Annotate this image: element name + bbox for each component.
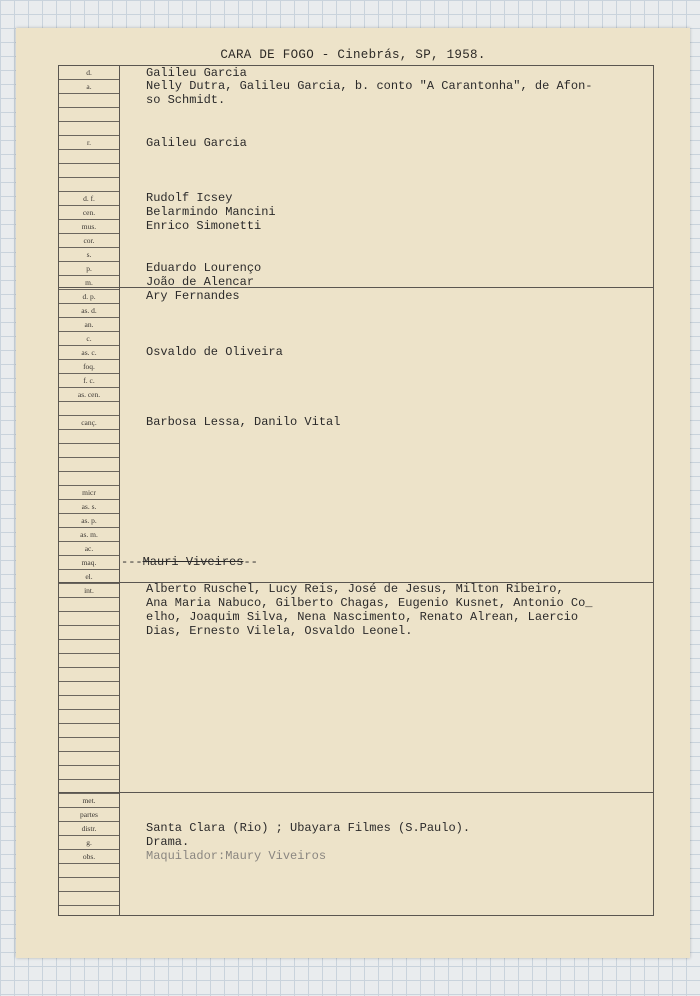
label-df: d. f. bbox=[59, 192, 119, 206]
entry-makeup bbox=[121, 556, 258, 570]
label-cen: cen. bbox=[59, 206, 119, 220]
label-blank bbox=[59, 710, 119, 724]
label-blank bbox=[59, 878, 119, 892]
label-an: an. bbox=[59, 318, 119, 332]
label-r: r. bbox=[59, 136, 119, 150]
label-blank bbox=[59, 682, 119, 696]
label-blank bbox=[59, 668, 119, 682]
label-ass: as. s. bbox=[59, 500, 119, 514]
label-blank bbox=[59, 598, 119, 612]
makeup-dash-suffix: -- bbox=[243, 555, 258, 569]
label-canc: canç. bbox=[59, 416, 119, 430]
label-g: g. bbox=[59, 836, 119, 850]
credits-grid bbox=[58, 65, 654, 916]
entry-cast-line2: Ana Maria Nabuco, Gilberto Chagas, Eugenio Kusnet, Antonio Co_ bbox=[146, 596, 593, 610]
label-blank bbox=[59, 780, 119, 794]
label-c: c. bbox=[59, 332, 119, 346]
label-blank bbox=[59, 178, 119, 192]
section-divider bbox=[59, 792, 653, 793]
label-blank bbox=[59, 150, 119, 164]
label-el: el. bbox=[59, 570, 119, 584]
label-blank bbox=[59, 892, 119, 906]
label-distr: distr. bbox=[59, 822, 119, 836]
entry-set-design: Belarmindo Mancini bbox=[146, 205, 276, 219]
label-blank bbox=[59, 402, 119, 416]
label-a: a. bbox=[59, 80, 119, 94]
label-partes: partes bbox=[59, 808, 119, 822]
label-blank bbox=[59, 430, 119, 444]
entry-screenplay-line2: so Schmidt. bbox=[146, 93, 226, 107]
label-blank bbox=[59, 164, 119, 178]
label-blank bbox=[59, 766, 119, 780]
label-met: met. bbox=[59, 794, 119, 808]
entry-editing: João de Alencar bbox=[146, 275, 255, 289]
label-d: d. bbox=[59, 66, 119, 80]
label-blank bbox=[59, 640, 119, 654]
entry-camera-assistant: Osvaldo de Oliveira bbox=[146, 345, 283, 359]
entry-cast-line4: Dias, Ernesto Vilela, Osvaldo Leonel. bbox=[146, 624, 413, 638]
label-int: int. bbox=[59, 584, 119, 598]
label-blank bbox=[59, 626, 119, 640]
entry-director: Galileu Garcia bbox=[146, 66, 247, 80]
label-p: p. bbox=[59, 262, 119, 276]
label-ascen: as. cen. bbox=[59, 388, 119, 402]
index-card bbox=[16, 28, 690, 958]
label-asp: as. p. bbox=[59, 514, 119, 528]
label-blank bbox=[59, 108, 119, 122]
entry-genre: Drama. bbox=[146, 835, 190, 849]
label-dp: d. p. bbox=[59, 290, 119, 304]
label-mus: mus. bbox=[59, 220, 119, 234]
entry-cast-line3: elho, Joaquim Silva, Nena Nascimento, Renato Alrean, Laercio bbox=[146, 610, 579, 624]
label-blank bbox=[59, 654, 119, 668]
entry-observations: Maquilador:Maury Viveiros bbox=[146, 849, 327, 863]
entry-production-director: Ary Fernandes bbox=[146, 289, 240, 303]
label-s: s. bbox=[59, 248, 119, 262]
entry-songs: Barbosa Lessa, Danilo Vital bbox=[146, 415, 341, 429]
label-blank bbox=[59, 122, 119, 136]
label-fc: f. c. bbox=[59, 374, 119, 388]
label-ac: ac. bbox=[59, 542, 119, 556]
makeup-struck-name: Mauri Viveires bbox=[142, 555, 244, 569]
label-blank bbox=[59, 94, 119, 108]
label-maq: maq. bbox=[59, 556, 119, 570]
entry-music: Enrico Simonetti bbox=[146, 219, 262, 233]
label-column-divider bbox=[119, 66, 120, 915]
label-blank bbox=[59, 738, 119, 752]
label-m: m. bbox=[59, 276, 119, 290]
label-blank bbox=[59, 612, 119, 626]
label-blank bbox=[59, 696, 119, 710]
entry-producer: Eduardo Lourenço bbox=[146, 261, 262, 275]
label-micr: micr bbox=[59, 486, 119, 500]
label-obs: obs. bbox=[59, 850, 119, 864]
film-title: CARA DE FOGO - Cinebrás, SP, 1958. bbox=[220, 48, 486, 62]
entry-cast-line1: Alberto Ruschel, Lucy Reis, José de Jesus, Milton Ribeiro, bbox=[146, 582, 564, 596]
label-foq: foq. bbox=[59, 360, 119, 374]
entry-r: Galileu Garcia bbox=[146, 136, 247, 150]
label-blank bbox=[59, 472, 119, 486]
label-asm: as. m. bbox=[59, 528, 119, 542]
label-asd: as. d. bbox=[59, 304, 119, 318]
label-blank bbox=[59, 444, 119, 458]
label-cor: cor. bbox=[59, 234, 119, 248]
label-blank bbox=[59, 724, 119, 738]
entry-distribution: Santa Clara (Rio) ; Ubayara Filmes (S.Paulo). bbox=[146, 821, 471, 835]
makeup-dash-prefix: --- bbox=[121, 555, 143, 569]
entry-screenplay-line1: Nelly Dutra, Galileu Garcia, b. conto "A Carantonha", de Afon- bbox=[146, 79, 593, 93]
label-blank bbox=[59, 864, 119, 878]
label-blank bbox=[59, 752, 119, 766]
label-asc: as. c. bbox=[59, 346, 119, 360]
label-blank bbox=[59, 458, 119, 472]
entry-photography: Rudolf Icsey bbox=[146, 191, 233, 205]
